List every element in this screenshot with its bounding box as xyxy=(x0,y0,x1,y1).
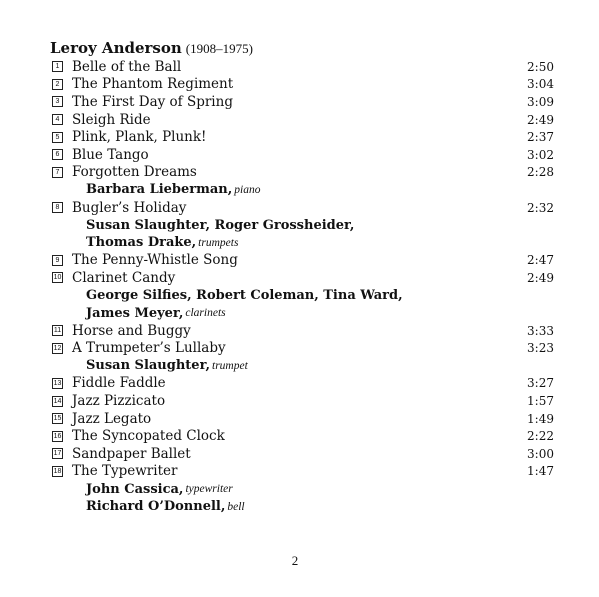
track-item xyxy=(52,93,554,111)
track-duration: 3:23 xyxy=(527,341,554,356)
track-number: 1 xyxy=(52,61,63,72)
track-number: 6 xyxy=(52,149,63,160)
track-item xyxy=(52,199,554,252)
track-item xyxy=(52,128,554,146)
track-item xyxy=(52,146,554,164)
performer-names: James Meyer, xyxy=(86,305,184,321)
track-title: Plink, Plank, Plunk! xyxy=(72,129,207,146)
track-number: 16 xyxy=(53,432,62,440)
performer-credit xyxy=(52,304,554,322)
composer-header xyxy=(50,38,253,57)
track-item xyxy=(52,445,554,463)
track-title: Clarinet Candy xyxy=(72,269,176,286)
track-item xyxy=(52,111,554,129)
track-title: The Syncopated Clock xyxy=(72,428,225,445)
track-number: 4 xyxy=(52,114,63,125)
track-line xyxy=(52,252,554,270)
track-number: 3 xyxy=(52,96,63,107)
track-title: Bugler’s Holiday xyxy=(72,199,187,216)
track-title: Forgotten Dreams xyxy=(72,164,197,181)
track-line xyxy=(52,111,554,129)
performer-names: Susan Slaughter, Roger Grossheider, xyxy=(86,217,355,233)
performer-credit xyxy=(52,234,554,252)
track-number: 2 xyxy=(52,79,63,90)
track-line xyxy=(52,427,554,445)
performer-instrument: typewriter xyxy=(185,483,233,496)
performer-names: Richard O’Donnell, xyxy=(86,499,226,515)
track-number: 8 xyxy=(52,202,63,213)
performer-names: Thomas Drake, xyxy=(86,235,197,251)
track-line xyxy=(52,146,554,164)
performer-credit xyxy=(52,181,554,199)
track-item xyxy=(52,463,554,516)
performer-instrument: bell xyxy=(227,500,245,513)
track-duration: 2:49 xyxy=(527,112,554,127)
track-title: The Phantom Regiment xyxy=(72,76,234,93)
track-line xyxy=(52,164,554,182)
track-line xyxy=(52,93,554,111)
track-line xyxy=(52,463,554,481)
track-title: A Trumpeter’s Lullaby xyxy=(72,340,226,357)
track-duration: 2:28 xyxy=(527,165,554,180)
track-duration: 3:04 xyxy=(527,77,554,92)
performer-credit xyxy=(52,287,554,305)
track-duration: 2:47 xyxy=(527,253,554,268)
track-number: 13 xyxy=(53,379,62,387)
track-duration: 3:09 xyxy=(527,94,554,109)
performer-credit xyxy=(52,498,554,516)
track-duration: 2:32 xyxy=(527,200,554,215)
track-duration: 1:49 xyxy=(527,411,554,426)
track-item xyxy=(52,269,554,322)
track-item xyxy=(52,252,554,270)
track-line xyxy=(52,128,554,146)
track-number: 17 xyxy=(53,450,62,458)
track-item xyxy=(52,58,554,76)
track-item xyxy=(52,322,554,340)
track-duration: 3:33 xyxy=(527,323,554,338)
performer-instrument: trumpets xyxy=(198,236,239,249)
track-line xyxy=(52,445,554,463)
track-title: The Typewriter xyxy=(72,463,178,480)
track-item xyxy=(52,427,554,445)
track-line xyxy=(52,375,554,393)
performer-names: Barbara Lieberman, xyxy=(86,182,233,198)
track-title: Sandpaper Ballet xyxy=(72,445,191,462)
track-item xyxy=(52,392,554,410)
track-title: Fiddle Faddle xyxy=(72,375,166,392)
track-number: 5 xyxy=(52,132,63,143)
composer-name: Leroy Anderson xyxy=(50,39,182,57)
track-duration: 3:27 xyxy=(527,376,554,391)
track-line xyxy=(52,58,554,76)
performer-names: Susan Slaughter, xyxy=(86,358,211,374)
track-line xyxy=(52,269,554,287)
track-duration: 2:49 xyxy=(527,270,554,285)
track-line xyxy=(52,410,554,428)
track-duration: 3:00 xyxy=(527,446,554,461)
track-number: 14 xyxy=(53,397,62,405)
track-line xyxy=(52,76,554,94)
track-number: 12 xyxy=(53,344,62,352)
track-title: Belle of the Ball xyxy=(72,58,182,75)
performer-credit xyxy=(52,357,554,375)
track-line xyxy=(52,340,554,358)
track-title: The First Day of Spring xyxy=(72,93,233,110)
track-title: The Penny-Whistle Song xyxy=(72,252,238,269)
track-duration: 3:02 xyxy=(527,147,554,162)
track-title: Jazz Legato xyxy=(72,410,152,427)
track-list xyxy=(52,58,554,515)
track-number: 10 xyxy=(53,274,62,282)
performer-instrument: piano xyxy=(234,183,261,196)
track-duration: 1:47 xyxy=(527,464,554,479)
performer-credit xyxy=(52,480,554,498)
track-title: Horse and Buggy xyxy=(72,322,191,339)
track-title: Sleigh Ride xyxy=(72,111,151,128)
track-item xyxy=(52,76,554,94)
page-number: 2 xyxy=(291,553,299,568)
track-number: 15 xyxy=(53,415,62,423)
track-duration: 2:22 xyxy=(527,429,554,444)
composer-dates: (1908–1975) xyxy=(185,41,253,56)
track-item xyxy=(52,164,554,199)
performer-credit xyxy=(52,216,554,234)
track-item xyxy=(52,410,554,428)
track-duration: 2:50 xyxy=(527,59,554,74)
track-line xyxy=(52,392,554,410)
track-number: 9 xyxy=(52,255,63,266)
track-number: 7 xyxy=(52,167,63,178)
track-line xyxy=(52,199,554,217)
performer-instrument: clarinets xyxy=(185,307,226,320)
performer-names: George Silfies, Robert Coleman, Tina Ward, xyxy=(86,288,403,304)
track-title: Jazz Pizzicato xyxy=(72,393,166,410)
track-item xyxy=(52,340,554,375)
track-number: 18 xyxy=(53,467,62,475)
track-duration: 1:57 xyxy=(527,394,554,409)
track-line xyxy=(52,322,554,340)
track-item xyxy=(52,375,554,393)
track-number: 11 xyxy=(53,327,62,335)
performer-instrument: trumpet xyxy=(212,359,248,372)
track-duration: 2:37 xyxy=(527,130,554,145)
performer-names: John Cassica, xyxy=(86,481,184,497)
track-title: Blue Tango xyxy=(72,146,149,163)
